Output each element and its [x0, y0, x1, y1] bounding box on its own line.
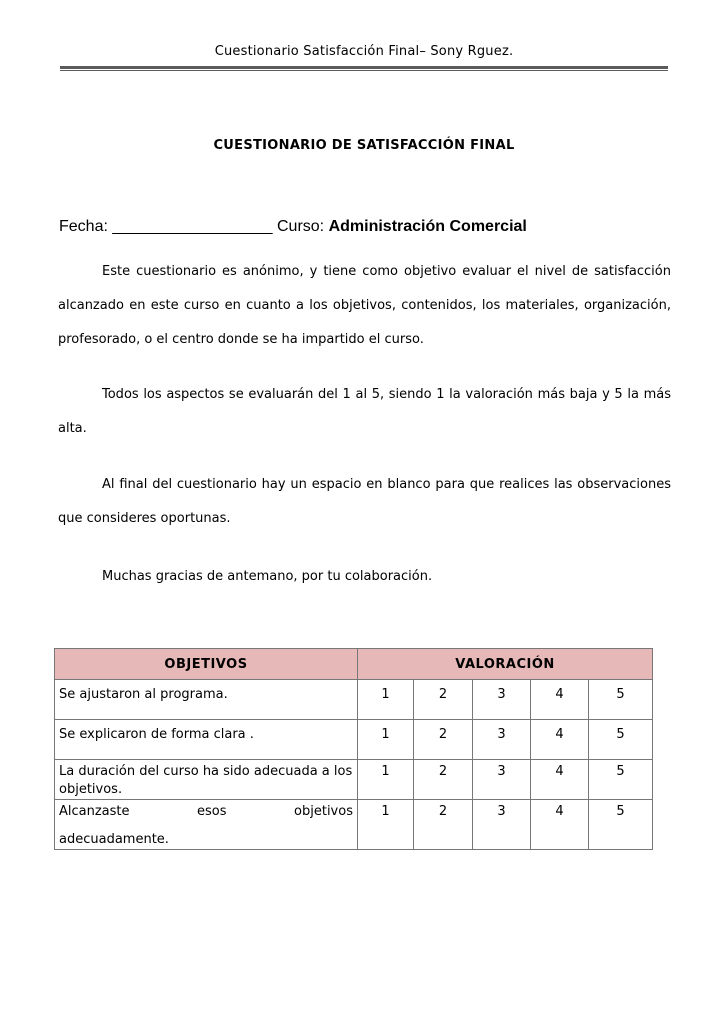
survey-table [54, 648, 653, 850]
rating-2[interactable]: 2 [414, 760, 473, 800]
date-label: Fecha: [59, 218, 108, 235]
date-blank-field: __________________ [112, 218, 273, 235]
rating-5[interactable]: 5 [589, 680, 653, 720]
objective-word: Alcanzaste [59, 804, 130, 819]
objective-cell: Se explicaron de forma clara . [55, 720, 358, 760]
running-header-title: Cuestionario Satisfacción Final– Sony Rguez. [214, 44, 514, 59]
objectives-header: OBJETIVOS [55, 649, 358, 680]
rating-4[interactable]: 4 [531, 800, 589, 850]
rating-3[interactable]: 3 [473, 680, 531, 720]
rating-2[interactable]: 2 [414, 680, 473, 720]
rating-1[interactable]: 1 [358, 760, 414, 800]
rating-5[interactable]: 5 [589, 720, 653, 760]
rating-4[interactable]: 4 [531, 760, 589, 800]
table-row [55, 680, 653, 720]
document-title: CUESTIONARIO DE SATISFACCIÓN FINAL [213, 138, 515, 153]
rating-header: VALORACIÓN [358, 649, 653, 680]
objective-word: objetivos [294, 804, 353, 819]
objective-cell: Se ajustaron al programa. [55, 680, 358, 720]
objective-justified-line [59, 803, 353, 821]
rating-5[interactable]: 5 [589, 800, 653, 850]
rating-4[interactable]: 4 [531, 720, 589, 760]
table-row [55, 800, 653, 850]
rating-4[interactable]: 4 [531, 680, 589, 720]
scale-paragraph: Todos los aspectos se evaluarán del 1 al 5, siendo 1 la valoración más baja y 5 la más alta. [58, 387, 671, 436]
table-header-row [55, 649, 653, 680]
rating-2[interactable]: 2 [414, 720, 473, 760]
objective-cell [55, 800, 358, 850]
thanks-paragraph: Muchas gracias de antemano, por tu colaboración. [102, 569, 433, 584]
objective-word: esos [197, 804, 227, 819]
course-value: Administración Comercial [328, 218, 527, 235]
rating-3[interactable]: 3 [473, 800, 531, 850]
table-row [55, 720, 653, 760]
rating-5[interactable]: 5 [589, 760, 653, 800]
rating-1[interactable]: 1 [358, 800, 414, 850]
objective-cell: La duración del curso ha sido adecuada a los objetivos. [55, 760, 358, 800]
observations-paragraph: Al final del cuestionario hay un espacio en blanco para que realices las observaciones que consideres oportunas. [58, 477, 671, 526]
rating-3[interactable]: 3 [473, 720, 531, 760]
intro-paragraph: Este cuestionario es anónimo, y tiene como objetivo evaluar el nivel de satisfacción alcanzado en este curso en cuanto a los objetivos, contenidos, los materiales, organización, profesorado, o el centro donde se ha impartido el curso. [58, 264, 671, 347]
rating-1[interactable]: 1 [358, 680, 414, 720]
course-label: Curso: [277, 218, 325, 235]
rating-1[interactable]: 1 [358, 720, 414, 760]
rating-3[interactable]: 3 [473, 760, 531, 800]
objective-tail: adecuadamente. [59, 832, 169, 847]
rating-2[interactable]: 2 [414, 800, 473, 850]
table-row [55, 760, 653, 800]
header-rule [60, 66, 668, 71]
date-course-line [59, 218, 679, 236]
